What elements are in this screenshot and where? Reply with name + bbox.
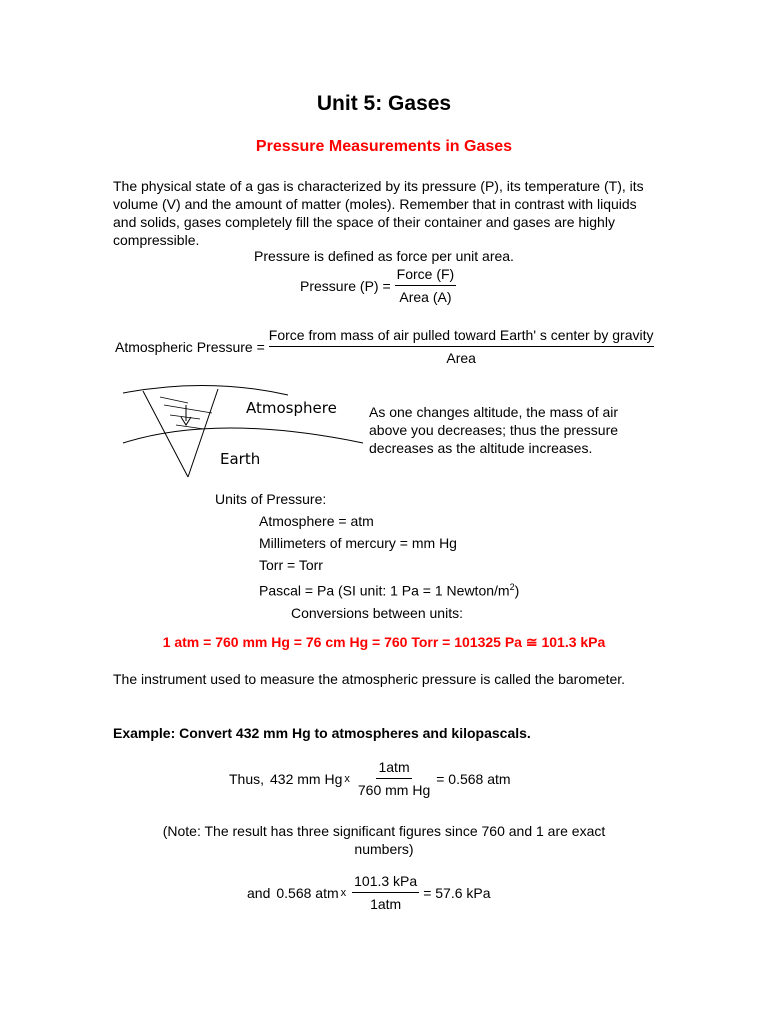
atm-fraction	[269, 326, 654, 367]
eq2-times: x	[340, 886, 347, 899]
eq1-numerator: 1atm	[376, 758, 411, 779]
example-equation-atm	[229, 758, 511, 799]
atm-equation-lhs: Atmospheric Pressure =	[115, 338, 265, 355]
pressure-denominator: Area (A)	[399, 289, 452, 305]
pascal-text: Pascal = Pa (SI unit: 1 Pa = 1 Newton/m	[259, 582, 510, 599]
conversion-line: 1 atm = 760 mm Hg = 76 cm Hg = 760 Torr = 101325 Pa ≅ 101.3 kPa	[162, 634, 606, 650]
eq2-prefix: and	[247, 884, 271, 901]
example-equation-kpa	[247, 872, 491, 913]
pascal-superscript: 2	[509, 582, 515, 592]
eq1-prefix: Thus,	[229, 770, 265, 787]
eq2-denominator: 1atm	[370, 896, 402, 912]
barometer-text: The instrument used to measure the atmospheric pressure is called the barometer.	[113, 671, 626, 687]
units-heading: Units of Pressure:	[215, 491, 327, 507]
air-hatch-line	[164, 405, 212, 413]
unit-item: Torr = Torr	[259, 557, 323, 573]
pressure-numerator: Force (F)	[395, 265, 457, 286]
eq2-numerator: 101.3 kPa	[352, 872, 419, 893]
eq2-result: = 57.6 kPa	[423, 884, 491, 901]
atmosphere-earth-diagram	[118, 383, 368, 483]
wedge-right-line	[188, 389, 218, 477]
eq1-denominator: 760 mm Hg	[357, 782, 431, 798]
eq1-times: x	[344, 772, 350, 785]
section-subtitle: Pressure Measurements in Gases	[255, 138, 513, 155]
note-text: (Note: The result has three significant figures since 760 and 1 are exact numbers)	[162, 823, 606, 857]
unit-item: Atmosphere = atm	[259, 513, 374, 529]
pressure-equation	[300, 265, 460, 306]
units-of-pressure	[215, 488, 519, 624]
air-hatch-line	[160, 397, 188, 403]
air-hatch-line	[176, 425, 204, 429]
atm-numerator: Force from mass of air pulled toward Earth' s center by gravity	[269, 326, 654, 347]
air-hatch-line	[170, 415, 200, 419]
pressure-fraction	[395, 265, 457, 306]
pascal-suffix: )	[514, 582, 520, 599]
pressure-definition: Pressure is defined as force per unit area.	[254, 248, 514, 264]
pressure-equation-lhs: Pressure (P) =	[300, 277, 391, 294]
conversions-label: Conversions between units:	[291, 604, 463, 621]
atmospheric-pressure-equation	[115, 326, 658, 367]
intro-paragraph: The physical state of a gas is characterized by its pressure (P), its temperature (T), its volume (V) and the amount of matter (moles). Remember that in contrast with liquids and solids, gases completely fill the space of their container and gases are highly compressible.	[113, 178, 644, 248]
page-title: Unit 5: Gases	[316, 92, 452, 115]
eq1-result: = 0.568 atm	[436, 770, 511, 787]
earth-label: Earth	[220, 450, 261, 468]
unit-item: Millimeters of mercury = mm Hg	[259, 535, 457, 551]
atm-denominator: Area	[446, 350, 476, 366]
earth-surface-curve	[123, 428, 363, 443]
eq2-fraction	[352, 872, 419, 913]
atmosphere-top-curve	[123, 385, 288, 395]
atmosphere-label: Atmosphere	[246, 399, 337, 417]
wedge-left-line	[143, 391, 188, 477]
altitude-explanation: As one changes altitude, the mass of air above you decreases; thus the pressure decreases as the altitude increases.	[369, 404, 619, 456]
example-heading: Example: Convert 432 mm Hg to atmospheres and kilopascals.	[113, 725, 531, 741]
eq2-value: 0.568 atm	[276, 884, 339, 901]
unit-item-pascal	[215, 576, 519, 602]
eq1-value: 432 mm Hg	[270, 770, 343, 787]
eq1-fraction	[356, 758, 432, 799]
